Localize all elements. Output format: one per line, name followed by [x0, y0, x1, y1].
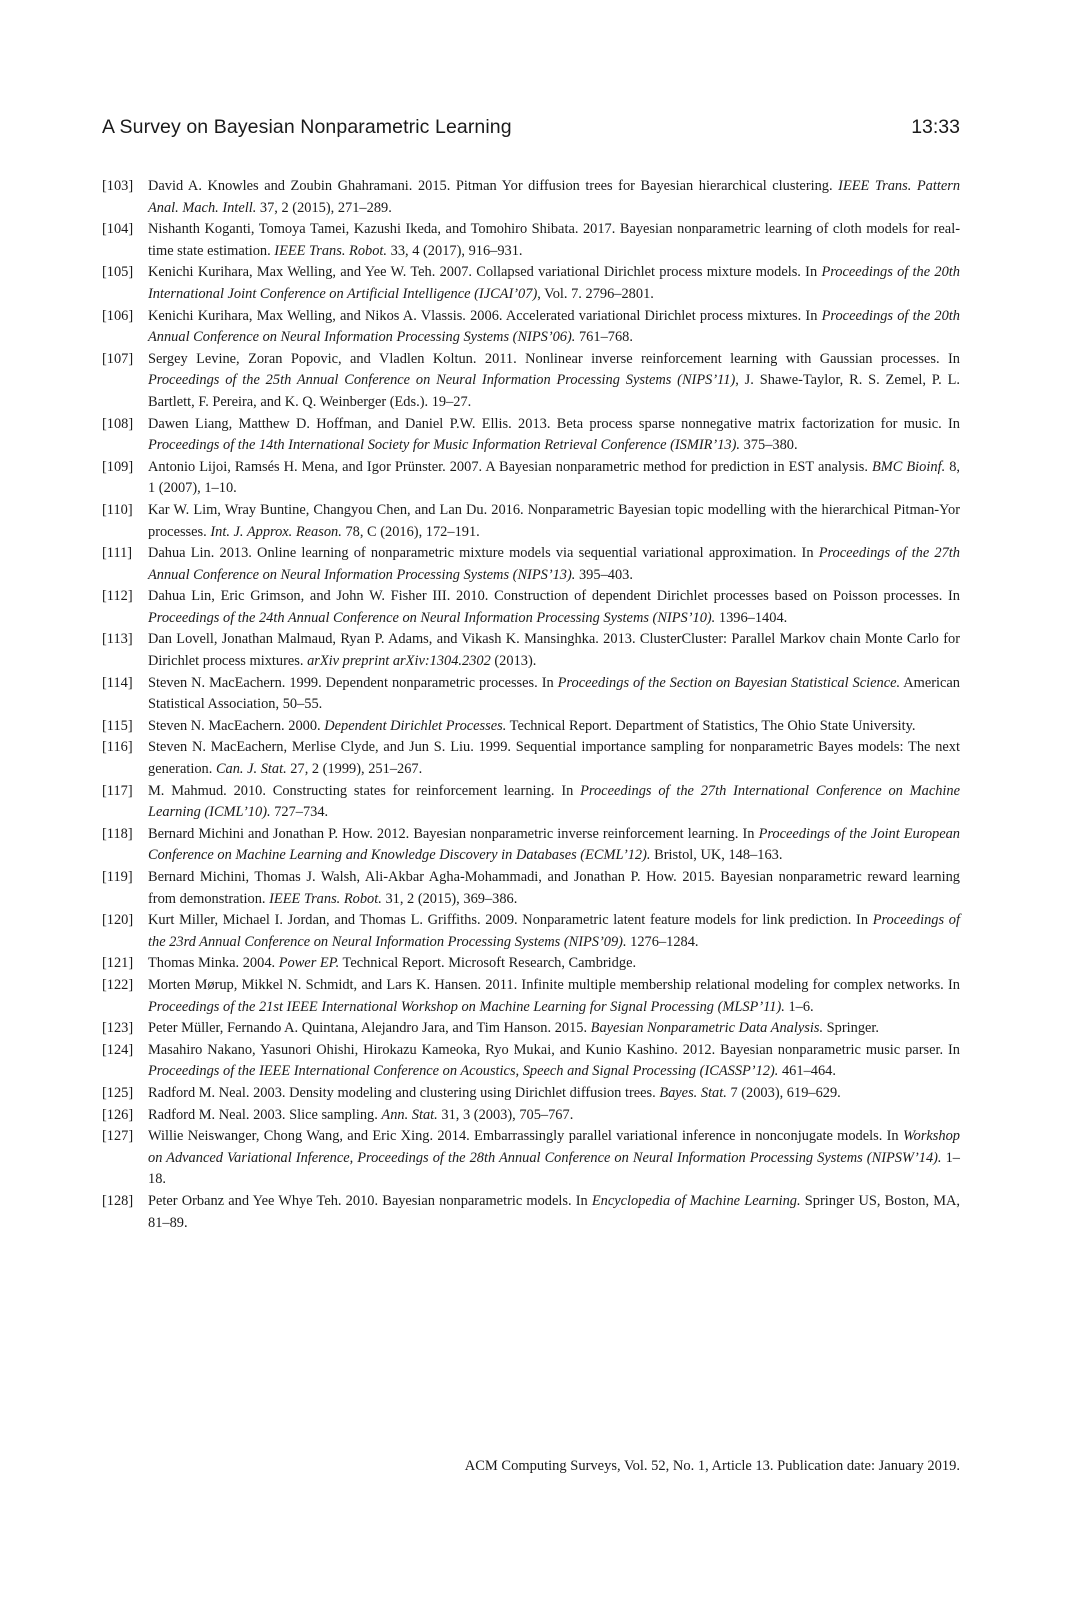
- reference-segment: 761–768.: [575, 329, 633, 346]
- reference-venue: Power EP.: [278, 955, 340, 972]
- reference-text: [148, 1042, 960, 1080]
- reference-segment: 7 (2003), 619–629.: [726, 1084, 841, 1101]
- reference-item: [102, 414, 960, 457]
- reference-segment: Peter Müller, Fernando A. Quintana, Alejandro Jara, and Tim Hanson. 2015.: [148, 1020, 591, 1037]
- reference-segment: Sergey Levine, Zoran Popovic, and Vladlen Koltun. 2011. Nonlinear inverse reinforcement learning with Gaussian processes. In: [148, 350, 960, 367]
- reference-venue: Proceedings of the 27th Annual Conference on Neural Information Processing Systems (NIPS’13).: [148, 545, 960, 583]
- reference-text: [148, 1128, 960, 1187]
- reference-text: [148, 718, 916, 734]
- reference-venue: Proceedings of the 27th International Conference on Machine Learning (ICML’10).: [148, 782, 960, 821]
- reference-segment: Antonio Lijoi, Ramsés H. Mena, and Igor Prünster. 2007. A Bayesian nonparametric method for prediction in EST analysis.: [148, 458, 872, 475]
- reference-segment: 33, 4 (2017), 916–931.: [387, 242, 523, 259]
- reference-segment: Radford M. Neal. 2003. Density modeling and clustering using Dirichlet diffusion trees.: [148, 1084, 660, 1101]
- running-title: A Survey on Bayesian Nonparametric Learning: [102, 116, 512, 138]
- reference-venue: Proceedings of the 20th International Joint Conference on Artificial Intelligence (IJCAI’07): [148, 264, 960, 302]
- reference-number: [125]: [102, 1084, 134, 1101]
- reference-number: [111]: [102, 545, 133, 562]
- reference-list: [102, 176, 960, 1234]
- reference-number: [126]: [102, 1106, 134, 1123]
- reference-text: [148, 416, 960, 454]
- reference-segment: Steven N. MacEachern. 2000.: [148, 717, 325, 734]
- reference-segment: Springer.: [823, 1020, 880, 1037]
- reference-number: [122]: [102, 976, 134, 993]
- reference-venue: Proceedings of the 23rd Annual Conference on Neural Information Processing Systems (NIPS’09).: [148, 912, 960, 950]
- reference-item: [102, 1018, 960, 1040]
- reference-venue: Proceedings of the 25th Annual Conference on Neural Information Processing Systems (NIPS’11): [148, 372, 736, 389]
- reference-segment: Masahiro Nakano, Yasunori Ohishi, Hirokazu Kameoka, Ryo Mukai, and Kunio Kashino. 2012. Bayesian nonparametric music parser. In: [148, 1041, 960, 1058]
- reference-venue: Proceedings of the Joint European Conference on Machine Learning and Knowledge Discovery in Databases (ECML’12).: [148, 825, 960, 864]
- reference-number: [109]: [102, 458, 134, 475]
- reference-segment: Willie Neiswanger, Chong Wang, and Eric Xing. 2014. Embarrassingly parallel variational inference in nonconjugate models. In: [148, 1128, 903, 1145]
- reference-text: [148, 631, 960, 669]
- reference-segment: David A. Knowles and Zoubin Ghahramani. 2015. Pitman Yor diffusion trees for Bayesian hierarchical clustering.: [148, 178, 839, 194]
- page-footer: ACM Computing Surveys, Vol. 52, No. 1, Article 13. Publication date: January 2019.: [464, 1458, 960, 1474]
- reference-item: [102, 1126, 960, 1191]
- reference-text: [148, 588, 960, 626]
- reference-segment: Kurt Miller, Michael I. Jordan, and Thomas L. Griffiths. 2009. Nonparametric latent feature models for link prediction. In: [148, 912, 873, 929]
- reference-segment: 1–18.: [148, 1149, 960, 1188]
- reference-venue: BMC Bioinf.: [871, 458, 946, 475]
- reference-text: [148, 502, 960, 540]
- reference-item: [102, 543, 960, 586]
- reference-number: [115]: [102, 717, 133, 734]
- reference-item: [102, 629, 960, 672]
- reference-segment: Springer US, Boston, MA, 81–89.: [148, 1192, 960, 1231]
- reference-segment: 461–464.: [778, 1063, 836, 1080]
- reference-number: [103]: [102, 178, 134, 194]
- reference-segment: 37, 2 (2015), 271–289.: [256, 199, 392, 216]
- reference-venue: Int. J. Approx. Reason.: [210, 523, 342, 540]
- reference-text: [148, 459, 960, 497]
- reference-item: [102, 867, 960, 910]
- reference-number: [118]: [102, 825, 133, 842]
- reference-number: [106]: [102, 307, 134, 324]
- reference-number: [104]: [102, 221, 134, 238]
- reference-text: [148, 545, 960, 583]
- reference-number: [117]: [102, 782, 133, 799]
- reference-segment: 31, 3 (2003), 705–767.: [437, 1106, 574, 1123]
- reference-text: [148, 1193, 960, 1231]
- reference-item: [102, 975, 960, 1018]
- reference-item: [102, 1083, 960, 1105]
- reference-segment: Thomas Minka. 2004.: [148, 955, 279, 972]
- reference-text: [148, 783, 960, 821]
- reference-number: [121]: [102, 955, 134, 972]
- reference-text: [148, 912, 960, 950]
- reference-number: [107]: [102, 350, 134, 367]
- reference-item: [102, 306, 960, 349]
- reference-segment: Bernard Michini, Thomas J. Walsh, Ali-Akbar Agha-Mohammadi, and Jonathan P. How. 2015. Bayesian nonparametric reward learning from demonstration.: [148, 869, 960, 907]
- reference-text: [148, 675, 960, 713]
- reference-venue: Proceedings of the 21st IEEE International Workshop on Machine Learning for Signal Processing (MLSP’11).: [148, 998, 785, 1015]
- reference-text: [148, 1107, 573, 1123]
- reference-item: [102, 673, 960, 716]
- reference-item: [102, 910, 960, 953]
- reference-venue: Can. J. Stat.: [215, 761, 287, 778]
- reference-segment: Dahua Lin. 2013. Online learning of nonparametric mixture models via sequential variational approximation. In: [148, 545, 819, 562]
- reference-segment: Dan Lovell, Jonathan Malmaud, Ryan P. Adams, and Vikash K. Mansinghka. 2013. ClusterCluster: Parallel Markov chain Monte Carlo for Dirichlet process mixtures.: [148, 631, 960, 670]
- reference-segment: , J. Shawe-Taylor, R. S. Zemel, P. L. Bartlett, F. Pereira, and K. Q. Weinberger (Eds.). 19–27.: [148, 372, 960, 410]
- reference-text: [148, 1020, 879, 1036]
- reference-venue: IEEE Trans. Pattern Anal. Mach. Intell.: [148, 178, 961, 216]
- reference-number: [110]: [102, 501, 133, 518]
- reference-item: [102, 781, 960, 824]
- reference-segment: Bristol, UK, 148–163.: [650, 847, 783, 864]
- reference-item: [102, 457, 960, 500]
- reference-segment: Steven N. MacEachern. 1999. Dependent nonparametric processes. In: [148, 674, 558, 691]
- reference-venue: arXiv preprint arXiv:1304.2302: [307, 653, 491, 670]
- reference-item: [102, 586, 960, 629]
- reference-segment: Kar W. Lim, Wray Buntine, Changyou Chen, and Lan Du. 2016. Nonparametric Bayesian topic modelling with the hierarchical Pitman-Yor processes.: [148, 501, 960, 540]
- reference-item: [102, 953, 960, 975]
- reference-segment: Radford M. Neal. 2003. Slice sampling.: [148, 1106, 382, 1123]
- reference-segment: 1276–1284.: [626, 933, 699, 950]
- reference-venue: IEEE Trans. Robot.: [274, 242, 388, 259]
- reference-segment: 31, 2 (2015), 369–386.: [381, 890, 518, 907]
- reference-segment: 1396–1404.: [715, 609, 788, 626]
- reference-venue: Dependent Dirichlet Processes.: [324, 717, 507, 734]
- reference-number: [113]: [102, 631, 133, 648]
- reference-segment: M. Mahmud. 2010. Constructing states for reinforcement learning. In: [148, 782, 581, 799]
- reference-text: [148, 955, 636, 971]
- reference-text: [148, 178, 960, 216]
- reference-item: [102, 349, 960, 414]
- reference-item: [102, 219, 960, 262]
- reference-item: [102, 1105, 960, 1127]
- reference-segment: 27, 2 (1999), 251–267.: [286, 761, 423, 778]
- reference-item: [102, 824, 960, 867]
- reference-number: [105]: [102, 264, 134, 281]
- reference-segment: Dawen Liang, Matthew D. Hoffman, and Daniel P.W. Ellis. 2013. Beta process sparse nonnegative matrix factorization for music. In: [148, 415, 960, 432]
- reference-text: [148, 308, 960, 346]
- reference-segment: (2013).: [490, 653, 537, 670]
- reference-item: [102, 737, 960, 780]
- reference-venue: Proceedings of the IEEE International Conference on Acoustics, Speech and Signal Processing (ICASSP’12).: [148, 1063, 779, 1080]
- reference-venue: Bayesian Nonparametric Data Analysis.: [590, 1020, 824, 1037]
- reference-venue: IEEE Trans. Robot.: [269, 890, 382, 907]
- reference-segment: Peter Orbanz and Yee Whye Teh. 2010. Bayesian nonparametric models. In: [148, 1192, 592, 1209]
- reference-segment: , Vol. 7. 2796–2801.: [537, 285, 654, 302]
- reference-number: [119]: [102, 869, 133, 885]
- reference-number: [128]: [102, 1192, 134, 1209]
- reference-segment: 8, 1 (2007), 1–10.: [148, 458, 961, 497]
- reference-venue: Proceedings of the 24th Annual Conference on Neural Information Processing Systems (NIPS’10).: [148, 609, 716, 626]
- reference-text: [148, 869, 960, 907]
- reference-item: [102, 1191, 960, 1234]
- reference-venue: Bayes. Stat.: [659, 1084, 727, 1101]
- reference-item: [102, 176, 960, 219]
- reference-text: [148, 351, 960, 410]
- reference-segment: Technical Report. Department of Statistics, The Ohio State University.: [506, 717, 916, 734]
- reference-venue: Proceedings of the 14th International Society for Music Information Retrieval Conference (ISMIR’13).: [148, 437, 741, 454]
- reference-item: [102, 1040, 960, 1083]
- reference-item: [102, 500, 960, 543]
- reference-item: [102, 262, 960, 305]
- reference-venue: Encyclopedia of Machine Learning.: [591, 1192, 801, 1209]
- reference-number: [124]: [102, 1041, 134, 1058]
- reference-venue: Workshop on Advanced Variational Inference, Proceedings of the 28th Annual Conference on Neural Information Processing Systems (NIPSW’14).: [148, 1128, 960, 1166]
- reference-text: [148, 264, 960, 302]
- reference-segment: Bernard Michini and Jonathan P. How. 2012. Bayesian nonparametric inverse reinforcement learning. In: [148, 825, 759, 842]
- reference-text: [148, 221, 960, 259]
- reference-segment: Morten Mørup, Mikkel N. Schmidt, and Lars K. Hansen. 2011. Infinite multiple membership relational modeling for complex networks. In: [148, 976, 960, 993]
- reference-segment: Steven N. MacEachern, Merlise Clyde, and Jun S. Liu. 1999. Sequential importance sampling for nonparametric Bayes models: The next generation.: [148, 739, 960, 778]
- reference-segment: Dahua Lin, Eric Grimson, and John W. Fisher III. 2010. Construction of dependent Dirichlet processes based on Poisson processes. In: [148, 588, 960, 605]
- reference-number: [123]: [102, 1020, 134, 1037]
- reference-venue: Proceedings of the 20th Annual Conference on Neural Information Processing Systems (NIPS’06).: [148, 307, 960, 346]
- reference-number: [116]: [102, 739, 133, 756]
- reference-text: [148, 826, 960, 864]
- reference-segment: 727–734.: [270, 804, 329, 821]
- reference-venue: Proceedings of the Section on Bayesian Statistical Science.: [557, 674, 901, 691]
- reference-segment: Technical Report. Microsoft Research, Cambridge.: [339, 955, 637, 972]
- reference-segment: Kenichi Kurihara, Max Welling, and Nikos A. Vlassis. 2006. Accelerated variational Dirichlet process mixtures. In: [148, 307, 822, 324]
- reference-segment: 375–380.: [740, 437, 798, 454]
- reference-segment: 395–403.: [575, 566, 633, 583]
- reference-segment: American Statistical Association, 50–55.: [148, 674, 960, 713]
- page-number: 13:33: [911, 116, 960, 138]
- reference-number: [120]: [102, 912, 134, 929]
- reference-text: [148, 1085, 841, 1101]
- reference-number: [112]: [102, 588, 133, 605]
- reference-segment: 1–6.: [784, 998, 814, 1015]
- reference-venue: Ann. Stat.: [381, 1106, 438, 1123]
- reference-number: [114]: [102, 674, 133, 691]
- running-header: [102, 116, 960, 146]
- reference-text: [148, 739, 960, 777]
- reference-item: [102, 716, 960, 738]
- reference-segment: 78, C (2016), 172–191.: [341, 523, 480, 540]
- reference-number: [108]: [102, 415, 134, 432]
- reference-segment: Kenichi Kurihara, Max Welling, and Yee W. Teh. 2007. Collapsed variational Dirichlet process mixture models. In: [148, 264, 822, 281]
- reference-number: [127]: [102, 1128, 134, 1145]
- reference-text: [148, 977, 960, 1015]
- reference-segment: Nishanth Koganti, Tomoya Tamei, Kazushi Ikeda, and Tomohiro Shibata. 2017. Bayesian nonparametric learning of cloth models for real-time state estimation.: [148, 221, 960, 259]
